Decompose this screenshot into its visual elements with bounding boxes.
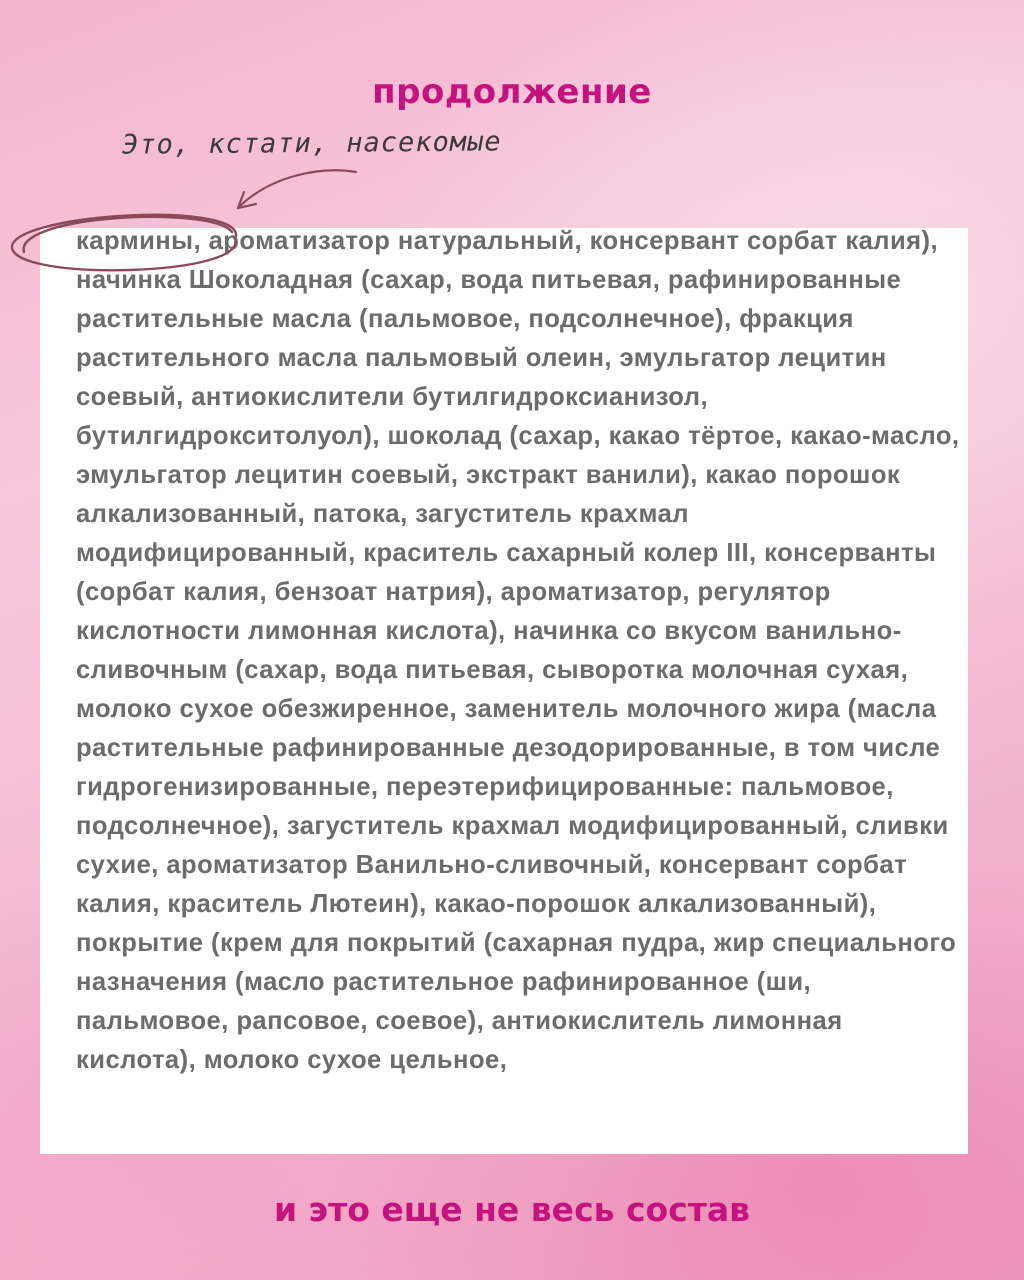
ingredients-text: кармины, ароматизатор натуральный, консервант сорбат калия), начинка Шоколадная (сахар, вода питьевая, рафинированные растительные масла (пальмовое, подсолнечное), фракция растительного масла пальмовый олеин, эмульгатор лецитин соевый, антиокислители бутилгидроксианизол, бутилгидрокситолуол), шоколад (сахар, какао тёртое, какао-масло, эмульгатор лецитин соевый, экстракт ванили), какао порошок алкализованный, патока, загуститель крахмал модифицированный, краситель сахарный колер III, консерванты (сорбат калия, бензоат натрия), ароматизатор, регулятор кислотности лимонная кислота), начинка со вкусом ванильно-сливочным (сахар, вода питьевая, сыворотка молочная сухая, молоко сухое обезжиренное, заменитель молочного жира (масла растительные рафинированные дезодорированные, в том числе гидрогенизированные, переэтерифицированные: пальмовое, подсолнечное), загуститель крахмал модифицированный, сливки сухие, ароматизатор Ванильно-сливочный, консервант сорбат калия, краситель Лютеин), какао-порошок алкализованный), покрытие (крем для покрытий (сахарная пудра, жир специального назначения (масло растительное рафинированное (ши, пальмовое, рапсовое, соевое), антиокислитель лимонная кислота), молоко сухое цельное,: [76, 228, 960, 1074]
page-title: продолжение: [372, 72, 652, 112]
ingredients-card: [40, 228, 968, 1154]
footer-caption: и это еще не весь состав: [273, 1190, 751, 1229]
handwritten-note: Это, кстати, насекомые: [121, 126, 502, 161]
arrow-icon: [238, 170, 356, 208]
